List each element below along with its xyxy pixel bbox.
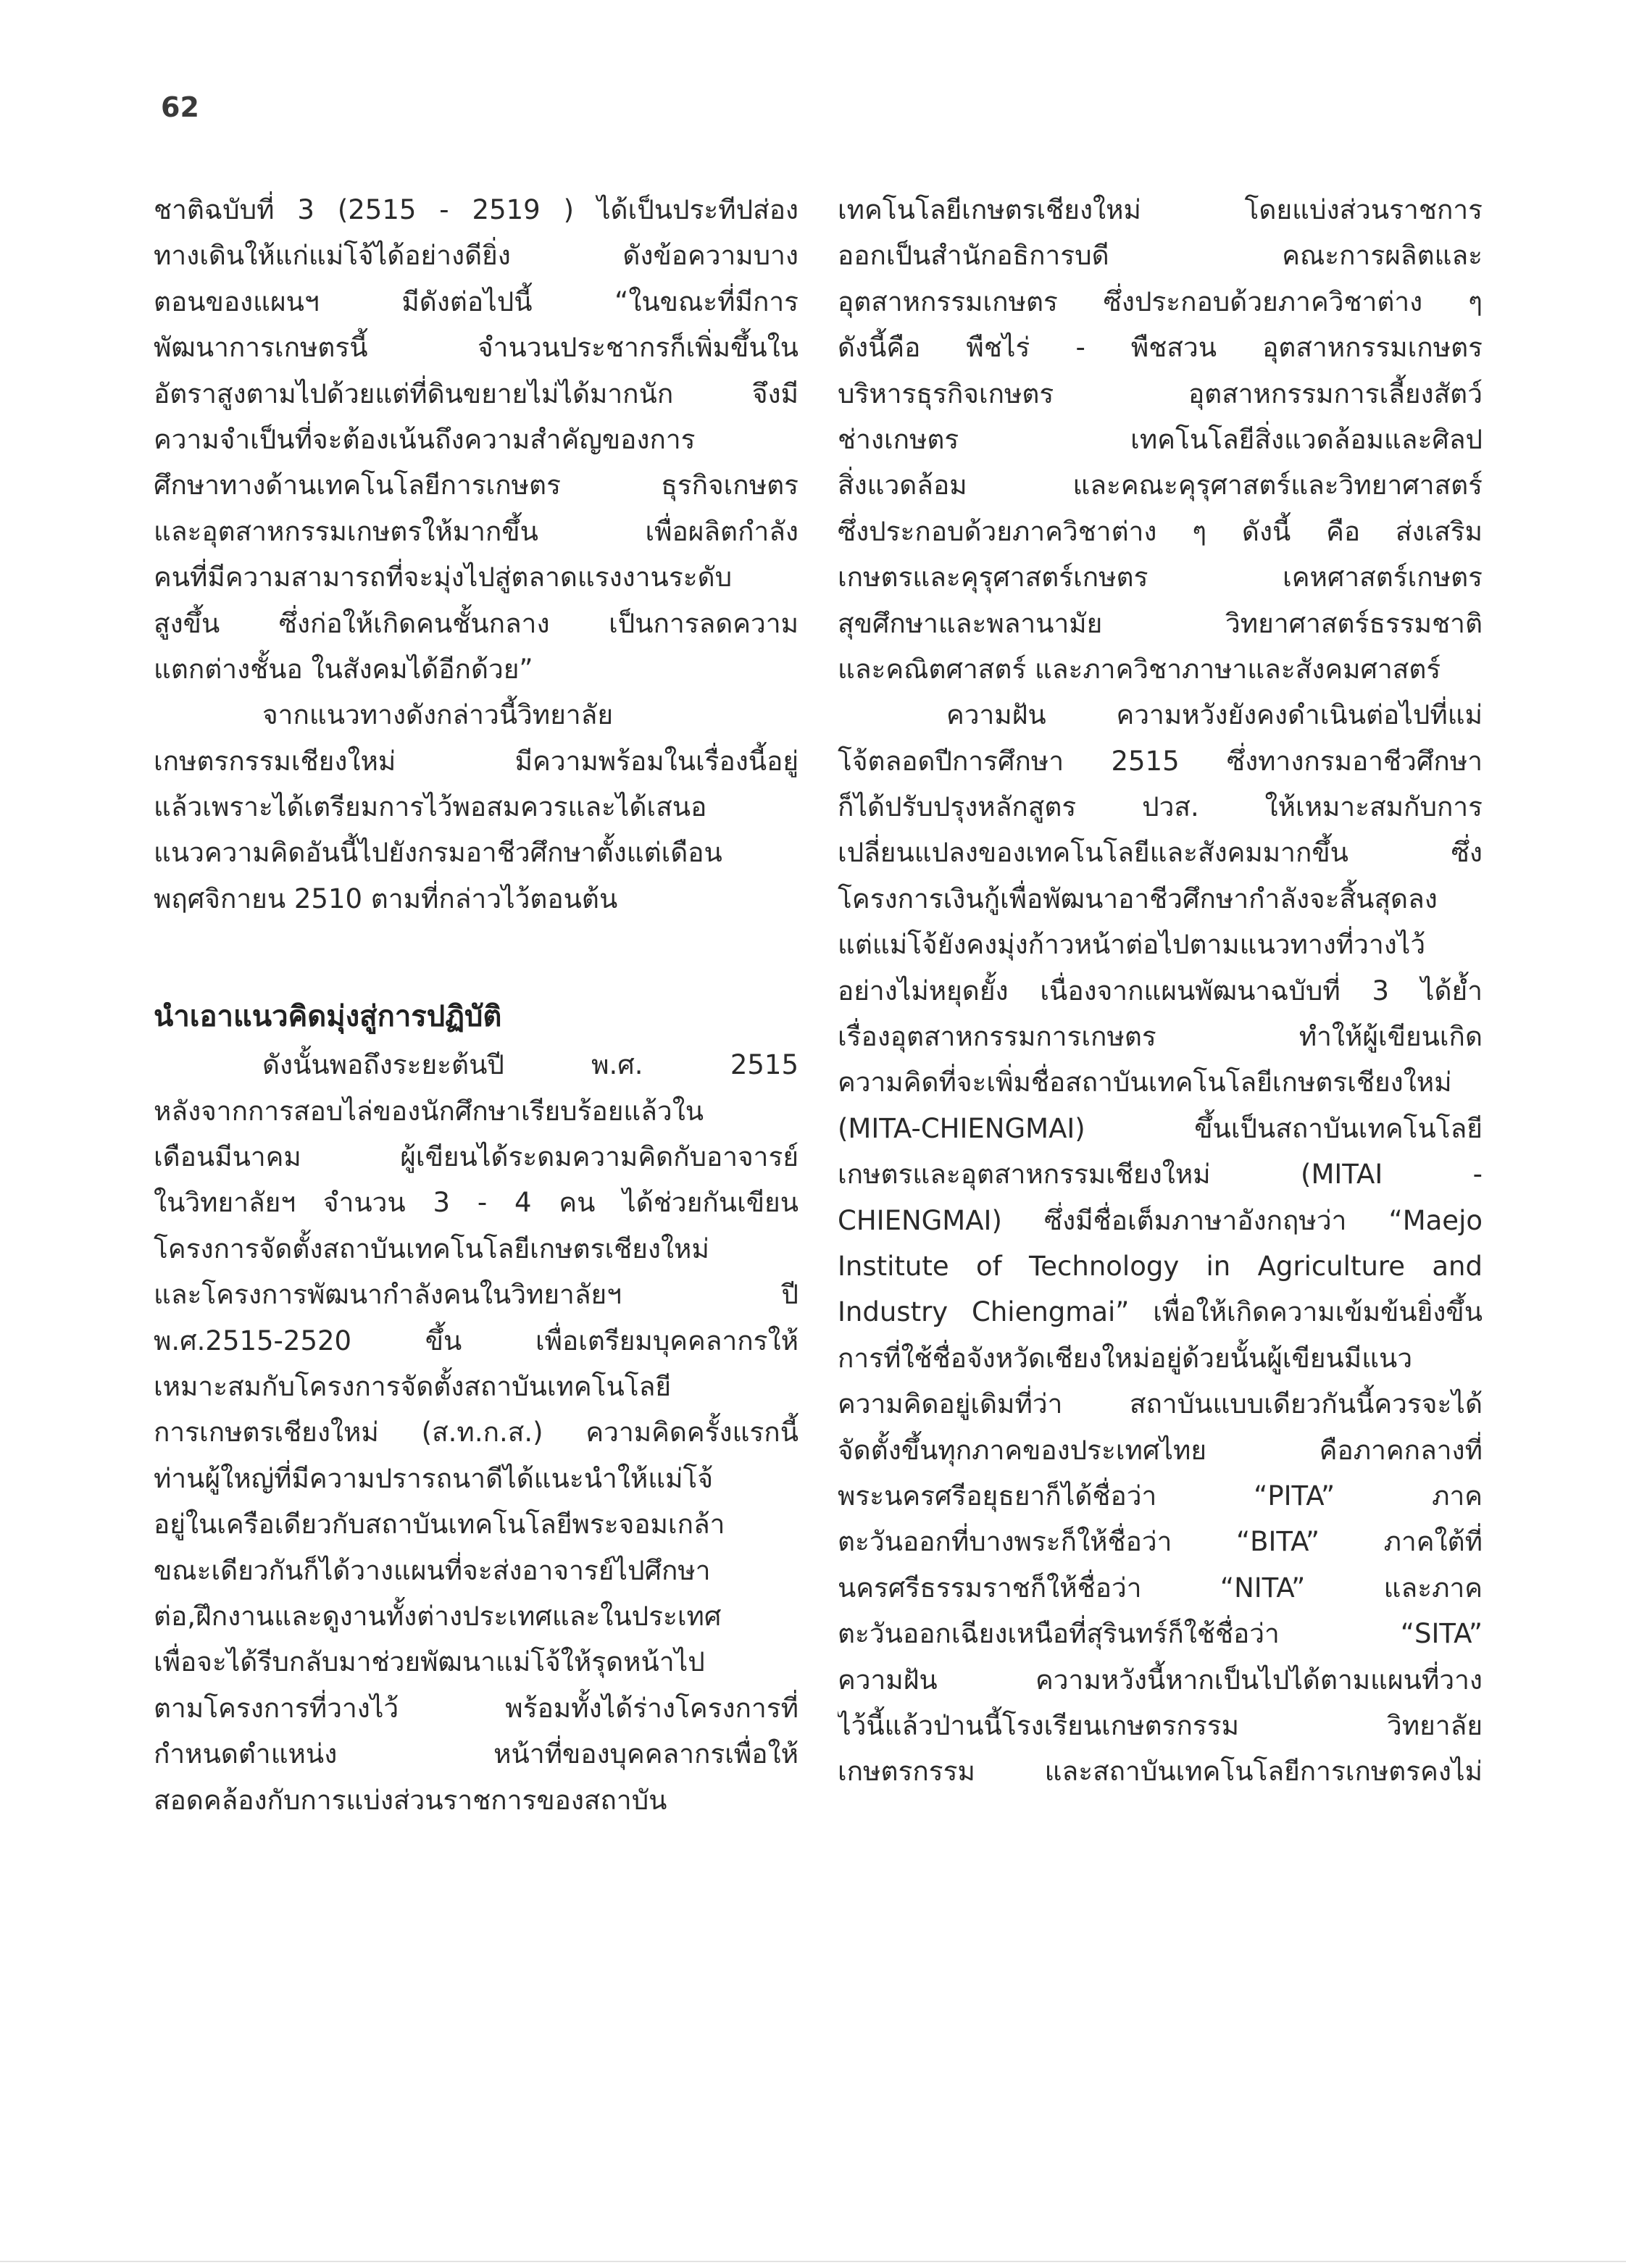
text-line: จากแนวทางดังกล่าวนี้วิทยาลัย — [262, 699, 613, 731]
text-line: กำหนดตำแหน่ง หน้าที่ของบุคคลากรเพื่อให้ — [154, 1738, 799, 1770]
text-line: แนวความคิดอันนี้ไปยังกรมอาชีวศึกษาตั้งแต่เดือน — [154, 837, 722, 869]
text-line: แล้วเพราะได้เตรียมการไว้พอสมควรและได้เสนอ — [154, 791, 707, 823]
paragraph-2 — [838, 692, 1483, 1794]
text-line: ต่อ,ฝึกงานและดูงานทั้งต่างประเทศและในประเทศ — [154, 1600, 722, 1632]
text-line: ท่านผู้ใหญ่ที่มีความปรารถนาดีได้แนะนำให้แม่โจ้ — [154, 1462, 714, 1494]
text-line: Industry Chiengmai” เพื่อให้เกิดความเข้มข้นยิ่งขึ้น — [838, 1296, 1483, 1328]
text-line: ความฝัน ความหวังนี้หากเป็นไปได้ตามแผนที่วาง — [838, 1664, 1483, 1696]
text-line: เกษตรและคุรุศาสตร์เกษตร เคหศาสตร์เกษตร — [838, 562, 1483, 593]
text-line: การเกษตรเชียงใหม่ (ส.ท.ก.ส.) ความคิดครั้งแรกนี้ — [154, 1417, 799, 1448]
text-line: สุขศึกษาและพลานามัย วิทยาศาสตร์ธรรมชาติ — [838, 607, 1483, 639]
text-line: บริหารธุรกิจเกษตร อุตสาหกรรมการเลี้ยงสัตว์ — [838, 378, 1483, 409]
text-line: พระนครศรีอยุธยาก็ได้ชื่อว่า “PITA” ภาค — [838, 1480, 1483, 1512]
text-line: ชาติฉบับที่ 3 (2515 - 2519 ) ได้เป็นประทีปส่อง — [154, 194, 799, 225]
text-line: ทางเดินให้แก่แม่โจ้ได้อย่างดียิ่ง ดังข้อความบาง — [154, 240, 799, 272]
text-line: จัดตั้งขึ้นทุกภาคของประเทศไทย คือภาคกลางที่ — [838, 1434, 1483, 1466]
right-column — [838, 187, 1483, 1795]
text-line: ออกเป็นสำนักอธิการบดี คณะการผลิตและ — [838, 240, 1483, 272]
text-line: (MITA-CHIENGMAI) ขึ้นเป็นสถาบันเทคโนโลยี — [838, 1112, 1483, 1144]
text-line: แต่แม่โจ้ยังคงมุ่งก้าวหน้าต่อไปตามแนวทางที่วางไว้ — [838, 929, 1426, 961]
paragraph-1 — [838, 187, 1483, 692]
text-line: ตะวันออกเฉียงเหนือที่สุรินทร์ก็ใช้ชื่อว่า “SITA” — [838, 1618, 1483, 1650]
text-line: คนที่มีความสามารถที่จะมุ่งไปสู่ตลาดแรงงานระดับ — [154, 562, 733, 593]
text-line: เดือนมีนาคม ผู้เขียนได้ระดมความคิดกับอาจารย์ — [154, 1141, 799, 1173]
text-line: โครงการเงินกู้เพื่อพัฒนาอาชีวศึกษากำลังจะสิ้นสุดลง — [838, 883, 1438, 914]
text-line: หลังจากการสอบไล่ของนักศึกษาเรียบร้อยแล้วใน — [154, 1095, 704, 1127]
text-line: นครศรีธรรมราชก็ให้ชื่อว่า “NITA” และภาค — [838, 1572, 1483, 1604]
page-number: 62 — [161, 91, 199, 123]
text-line: โครงการจัดตั้งสถาบันเทคโนโลยีเกษตรเชียงใหม่ — [154, 1233, 709, 1264]
text-line: ความคิดที่จะเพิ่มชื่อสถาบันเทคโนโลยีเกษตรเชียงใหม่ — [838, 1067, 1452, 1098]
text-line: สูงขึ้น ซึ่งก่อให้เกิดคนชั้นกลาง เป็นการลดความ — [154, 607, 799, 639]
text-line: ความคิดอยู่เดิมที่ว่า สถาบันแบบเดียวกันนี้ควรจะได้ — [838, 1388, 1483, 1420]
text-line: และอุตสาหกรรมเกษตรให้มากขึ้น เพื่อผลิตกำลัง — [154, 515, 799, 547]
text-line: อย่างไม่หยุดยั้ง เนื่องจากแผนพัฒนาฉบับที่ 3 ได้ย้ำ — [838, 975, 1483, 1006]
text-line: สอดคล้องกับการแบ่งส่วนราชการของสถาบัน — [154, 1784, 667, 1816]
text-line: อุตสาหกรรมเกษตร ซึ่งประกอบด้วยภาควิชาต่าง ๆ — [838, 285, 1483, 317]
text-line: เกษตรกรรม และสถาบันเทคโนโลยีการเกษตรคงไม่ — [838, 1756, 1483, 1788]
paragraph-3 — [154, 1042, 799, 1823]
text-line: ไว้นี้แล้วป่านนี้โรงเรียนเกษตรกรรม วิทยาลัย — [838, 1709, 1483, 1741]
text-line: ตอนของแผนฯ มีดังต่อไปนี้ “ในขณะที่มีการ — [154, 285, 799, 317]
text-line: อยู่ในเครือเดียวกับสถาบันเทคโนโลยีพระจอมเกล้า — [154, 1509, 725, 1541]
text-line: และโครงการพัฒนากำลังคนในวิทยาลัยฯ ปี — [154, 1279, 799, 1311]
left-column — [154, 187, 799, 1823]
text-line: ตามโครงการที่วางไว้ พร้อมทั้งได้ร่างโครงการที่ — [154, 1692, 799, 1724]
paragraph-2 — [154, 692, 799, 922]
text-line: เกษตรและอุตสาหกรรมเชียงใหม่ (MITAI - — [838, 1159, 1483, 1191]
text-line: ศึกษาทางด้านเทคโนโลยีการเกษตร ธุรกิจเกษตร — [154, 470, 799, 501]
text-line: เทคโนโลยีเกษตรเชียงใหม่ โดยแบ่งส่วนราชการ — [838, 194, 1483, 225]
text-line: เกษตรกรรมเชียงใหม่ มีความพร้อมในเรื่องนี้อยู่ — [154, 745, 799, 777]
page-bottom-edge — [0, 2261, 1626, 2262]
text-line: ซึ่งประกอบด้วยภาควิชาต่าง ๆ ดังนี้ คือ ส่งเสริม — [838, 515, 1483, 547]
text-line: ขณะเดียวกันก็ได้วางแผนที่จะส่งอาจารย์ไปศึกษา — [154, 1554, 711, 1586]
section-heading: นำเอาแนวคิดมุ่งสู่การปฏิบัติ — [154, 1000, 502, 1034]
text-line: เหมาะสมกับโครงการจัดตั้งสถาบันเทคโนโลยี — [154, 1370, 672, 1402]
text-line: ในวิทยาลัยฯ จำนวน 3 - 4 คน ได้ช่วยกันเขียน — [154, 1187, 799, 1219]
text-line: ตะวันออกที่บางพระก็ให้ชื่อว่า “BITA” ภาคใต้ที่ — [838, 1526, 1483, 1558]
section-spacer — [154, 922, 799, 991]
text-line: ดังนี้คือ พืชไร่ - พืชสวน อุตสาหกรรมเกษตร — [838, 332, 1483, 364]
text-line: เปลี่ยนแปลงของเทคโนโลยีและสังคมมากขึ้น ซึ่ง — [838, 837, 1483, 869]
paragraph-1 — [154, 187, 799, 692]
text-line: พ.ศ.2515-2520 ขึ้น เพื่อเตรียมบุคคลากรให้ — [154, 1325, 799, 1356]
text-line: อัตราสูงตามไปด้วยแต่ที่ดินขยายไม่ได้มากนัก จึงมี — [154, 378, 799, 409]
text-line: ความฝัน ความหวังยังคงดำเนินต่อไปที่แม่ — [946, 699, 1483, 731]
text-line: ความจำเป็นที่จะต้องเน้นถึงความสำคัญของการ — [154, 423, 696, 455]
text-line: ดังนั้นพอถึงระยะต้นปี พ.ศ. 2515 — [262, 1049, 799, 1081]
text-line: สิ่งแวดล้อม และคณะคุรุศาสตร์และวิทยาศาสตร์ — [838, 470, 1483, 501]
text-line: ก็ได้ปรับปรุงหลักสูตร ปวส. ให้เหมาะสมกับการ — [838, 791, 1483, 823]
text-line: การที่ใช้ชื่อจังหวัดเชียงใหม่อยู่ด้วยนั้นผู้เขียนมีแนว — [838, 1342, 1413, 1374]
text-line: โจ้ตลอดปีการศึกษา 2515 ซึ่งทางกรมอาชีวศึกษา — [838, 745, 1483, 777]
text-line: แตกต่างชั้นอ ในสังคมได้อีกด้วย” — [154, 653, 533, 685]
text-line: Institute of Technology in Agriculture and — [838, 1250, 1483, 1282]
text-line: เรื่องอุตสาหกรรมการเกษตร ทำให้ผู้เขียนเกิด — [838, 1021, 1483, 1053]
text-line: CHIENGMAI) ซึ่งมีชื่อเต็มภาษาอังกฤษว่า “Maejo — [838, 1204, 1483, 1236]
text-line: พัฒนาการเกษตรนี้ จำนวนประชากรก็เพิ่มขึ้นใน — [154, 332, 799, 364]
text-line: ช่างเกษตร เทคโนโลยีสิ่งแวดล้อมและศิลป — [838, 423, 1483, 455]
text-line: เพื่อจะได้รีบกลับมาช่วยพัฒนาแม่โจ้ให้รุดหน้าไป — [154, 1646, 705, 1678]
text-line: และคณิตศาสตร์ และภาควิชาภาษาและสังคมศาสตร์ — [838, 653, 1441, 685]
text-line: พฤศจิกายน 2510 ตามที่กล่าวไว้ตอนต้น — [154, 883, 618, 914]
